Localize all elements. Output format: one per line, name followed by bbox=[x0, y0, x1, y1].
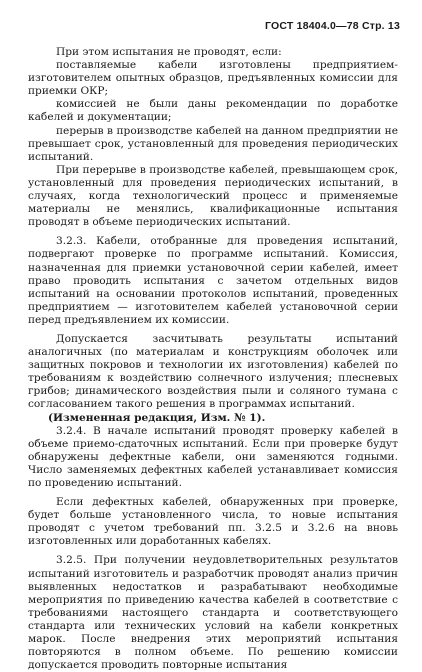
paragraph: При перерыве в производстве кабелей, превышающем срок, установленный для проведения периодических испытаний, в случаях, когда технологический процесс и применяемые материалы не менялись, квалификационные испытания проводят в объеме периодических испытаний. bbox=[28, 163, 398, 229]
paragraph: При этом испытания не проводят, если: bbox=[56, 46, 282, 58]
paragraph: перерыв в производстве кабелей на данном предприятии не превышает срок, установленный для проведения периодических испытаний. bbox=[28, 124, 398, 163]
paragraph: поставляемые кабели изготовлены предприятием-изготовителем опытных образцов, предъявленных комиссии для приемки ОКР; bbox=[28, 59, 398, 98]
paragraph: Допускается засчитывать результаты испытаний аналогичных (по материалам и конструкциям оболочек или защитных покровов и технологии их изготовления) кабелей по требованиям к воздействию солнечного излучения; плесневых грибов; динамического воздействия пыли и соляного тумана с согласованием такого решения в программах испытаний. bbox=[28, 332, 398, 411]
paragraph: 3.2.4. В начале испытаний проводят проверку кабелей в объеме приемо-сдаточных испытаний. Если при проверке будут обнаружены дефектные кабели, они заменяются годными. Число заменяемых дефектных кабелей устанавливает комиссия по проведению испытаний. bbox=[28, 424, 398, 489]
body-text bbox=[28, 46, 398, 672]
revision-note: (Измененная редакция, Изм. № 1). bbox=[48, 411, 266, 424]
paragraph: 3.2.3. Кабели, отобранные для проведения испытаний, подвергают проверке по программе испытаний. Комиссия, назначенная для приемки установочной серии кабелей, имеет право проводить испытания с зачетом отдельных видов испытаний на основании протоколов испытаний, проведенных предприятием — изготовителем кабелей установочной серии перед предъявлением их комиссии. bbox=[28, 235, 398, 326]
standard-number: ГОСТ 18404.0—78 bbox=[265, 20, 359, 32]
paragraph: комиссией не были даны рекомендации по доработке кабелей и документации; bbox=[28, 98, 398, 124]
paragraph: Если дефектных кабелей, обнаруженных при проверке, будет больше установленного числа, то новые испытания проводят с учетом требований пп. 3.2.5 и 3.2.6 на вновь изготовленных или доработанных кабелях. bbox=[28, 496, 398, 548]
paragraph: 3.2.5. При получении неудовлетворительных результатов испытаний изготовитель и разработчик проводят анализ причин выявленных недостатков и разрабатывают необходимые мероприятия по приведению качества кабелей в соответствие с требованиями настоящего стандарта и соответствующего стандарта или технических условий на кабели конкретных марок. После внедрения этих мероприятий испытания повторяются в полном объеме. По решению комиссии допускается проводить повторные испытания bbox=[28, 554, 398, 672]
page-header bbox=[265, 20, 400, 32]
page-number: Стр. 13 bbox=[361, 20, 400, 32]
